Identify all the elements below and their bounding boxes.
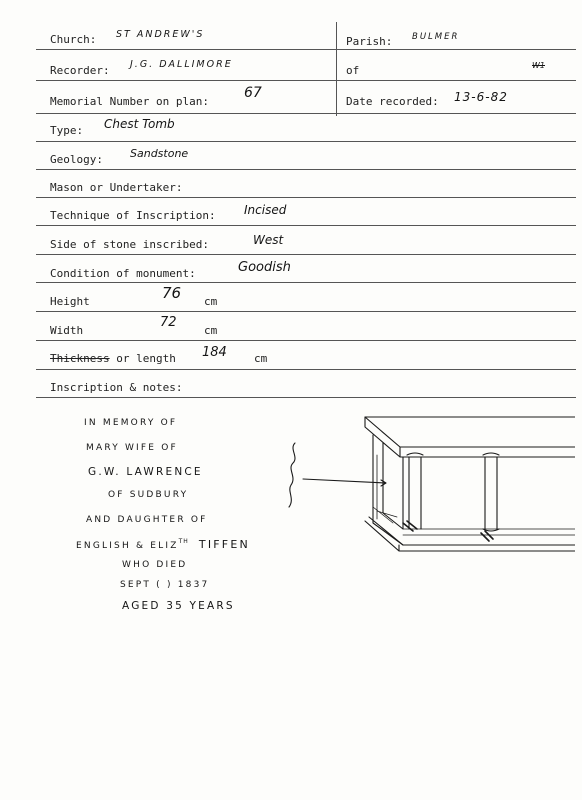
type-label: Type: [50,124,84,137]
date-recorded-value: 13-6-82 [454,90,508,104]
inscription-notes-label: Inscription & notes: [50,381,183,394]
row-rule [36,197,576,198]
row-rule [36,141,576,142]
row-rule [36,169,576,170]
inscription-name-part: ENGLISH & ELIZ [76,541,179,551]
of-value: W1 [532,61,545,70]
church-value: ST ANDREW'S [116,29,205,40]
inscription-line [76,538,250,551]
recorder-value: J.G. DALLIMORE [130,59,233,70]
date-recorded-label: Date recorded: [346,95,439,108]
type-value: Chest Tomb [104,117,175,131]
condition-label: Condition of monument: [50,267,196,280]
height-value: 76 [162,284,182,302]
tomb-base [365,517,575,551]
thickness-label [50,352,176,365]
inscription-line: MARY WIFE OF [86,443,178,453]
inscription-line: AGED 35 YEARS [122,600,235,612]
inscription-line: OF SUDBURY [108,490,189,500]
inscription-line: SEPT ( ) 1837 [120,580,210,590]
geology-label: Geology: [50,153,103,166]
thickness-label-struck: Thickness [50,352,110,365]
length-unit: cm [254,352,268,365]
mason-label: Mason or Undertaker: [50,181,183,194]
inscription-line: WHO DIED [122,560,188,570]
length-value: 184 [202,345,227,360]
parish-label: Parish: [346,35,393,48]
inscription-line: IN MEMORY OF [84,418,178,428]
of-label: of [346,64,360,77]
row-rule [36,282,576,283]
width-value: 72 [160,315,177,330]
geology-value: Sandstone [130,147,189,160]
height-unit: cm [204,295,218,308]
row-rule [36,254,576,255]
parish-value: BULMER [412,32,460,42]
church-label: Church: [50,33,97,46]
tomb-end-panel [373,435,403,545]
side-inscribed-label: Side of stone inscribed: [50,238,209,251]
condition-value: Goodish [238,260,291,275]
tomb-pillar [483,453,499,531]
technique-label: Technique of Inscription: [50,209,216,222]
height-label: Height [50,295,90,308]
technique-value: Incised [244,203,287,217]
brace-mark [289,443,295,507]
memorial-number-value: 67 [244,85,262,101]
inscription-surname: TIFFEN [198,538,250,551]
width-unit: cm [204,324,218,337]
recorder-label: Recorder: [50,64,110,77]
inscription-superscript: TH [178,538,189,545]
row-rule [36,113,576,114]
row-rule [36,80,576,81]
side-inscribed-value: West [253,233,284,247]
row-rule [36,49,576,50]
thickness-label-rest: or length [109,352,176,365]
row-rule [36,340,576,341]
row-rule [36,369,576,370]
row-rule [36,311,576,312]
inscription-line: G.W. LAWRENCE [88,466,203,478]
tomb-top-slab [365,417,575,457]
width-label: Width [50,324,84,337]
column-divider [336,22,337,116]
row-rule [36,397,576,398]
row-rule [36,225,576,226]
chest-tomb-sketch [285,405,575,565]
memorial-number-label: Memorial Number on plan: [50,95,209,108]
inscription-line: AND DAUGHTER OF [86,515,208,525]
